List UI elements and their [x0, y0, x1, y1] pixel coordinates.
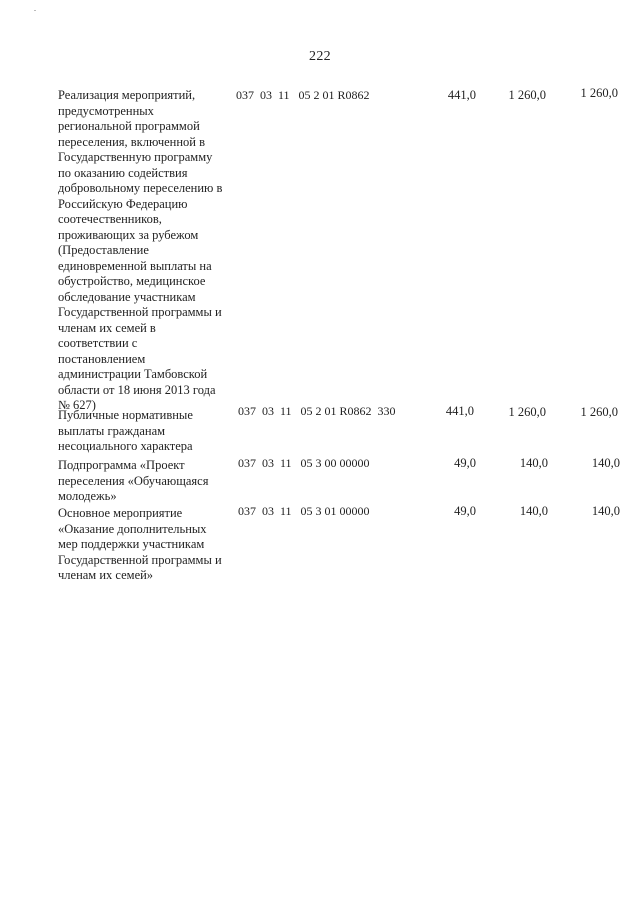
- row-value-1: 441,0: [445, 404, 474, 418]
- row-budget-code: 037 03 11 05 3 01 00000: [238, 504, 370, 518]
- row-value-3: 1 260,0: [580, 405, 618, 419]
- row-value-2: 140,0: [519, 504, 548, 518]
- row-value-1: 49,0: [454, 504, 476, 518]
- row-description: Публичные нормативные выплаты гражданам несоциального характера: [58, 408, 193, 453]
- row-description: Основное мероприятие «Оказание дополнительных мер поддержки участникам Государственной программы и членам их семей»: [58, 506, 222, 582]
- page-number: 222: [309, 49, 331, 64]
- row-value-2: 1 260,0: [508, 405, 546, 419]
- row-description: Реализация мероприятий, предусмотренных региональной программой переселения, включенной в Государственную программу по оказанию содействия добровольному переселению в Российскую Федерацию соотечественников, проживающих за рубежом (Предоставление единовременной выплаты на обустройство, медицинское обследование участникам Государственной программы и членам их семей в соответствии с постановлением администрации Тамбовской области от 18 июня 2013 года № 627): [58, 88, 223, 412]
- row-value-3: 140,0: [591, 456, 620, 470]
- row-value-1: 441,0: [447, 88, 476, 102]
- row-budget-code: 037 03 11 05 3 00 00000: [238, 456, 370, 470]
- row-budget-code: 037 03 11 05 2 01 R0862 330: [238, 404, 396, 418]
- row-value-3: 140,0: [591, 504, 620, 518]
- row-value-2: 140,0: [519, 456, 548, 470]
- row-budget-code: 037 03 11 05 2 01 R0862: [236, 88, 370, 102]
- row-value-1: 49,0: [454, 456, 476, 470]
- row-value-2: 1 260,0: [508, 88, 546, 102]
- row-value-3: 1 260,0: [580, 86, 618, 100]
- row-description: Подпрограмма «Проект переселения «Обучающаяся молодежь»: [58, 458, 209, 503]
- scan-speck: [34, 10, 36, 11]
